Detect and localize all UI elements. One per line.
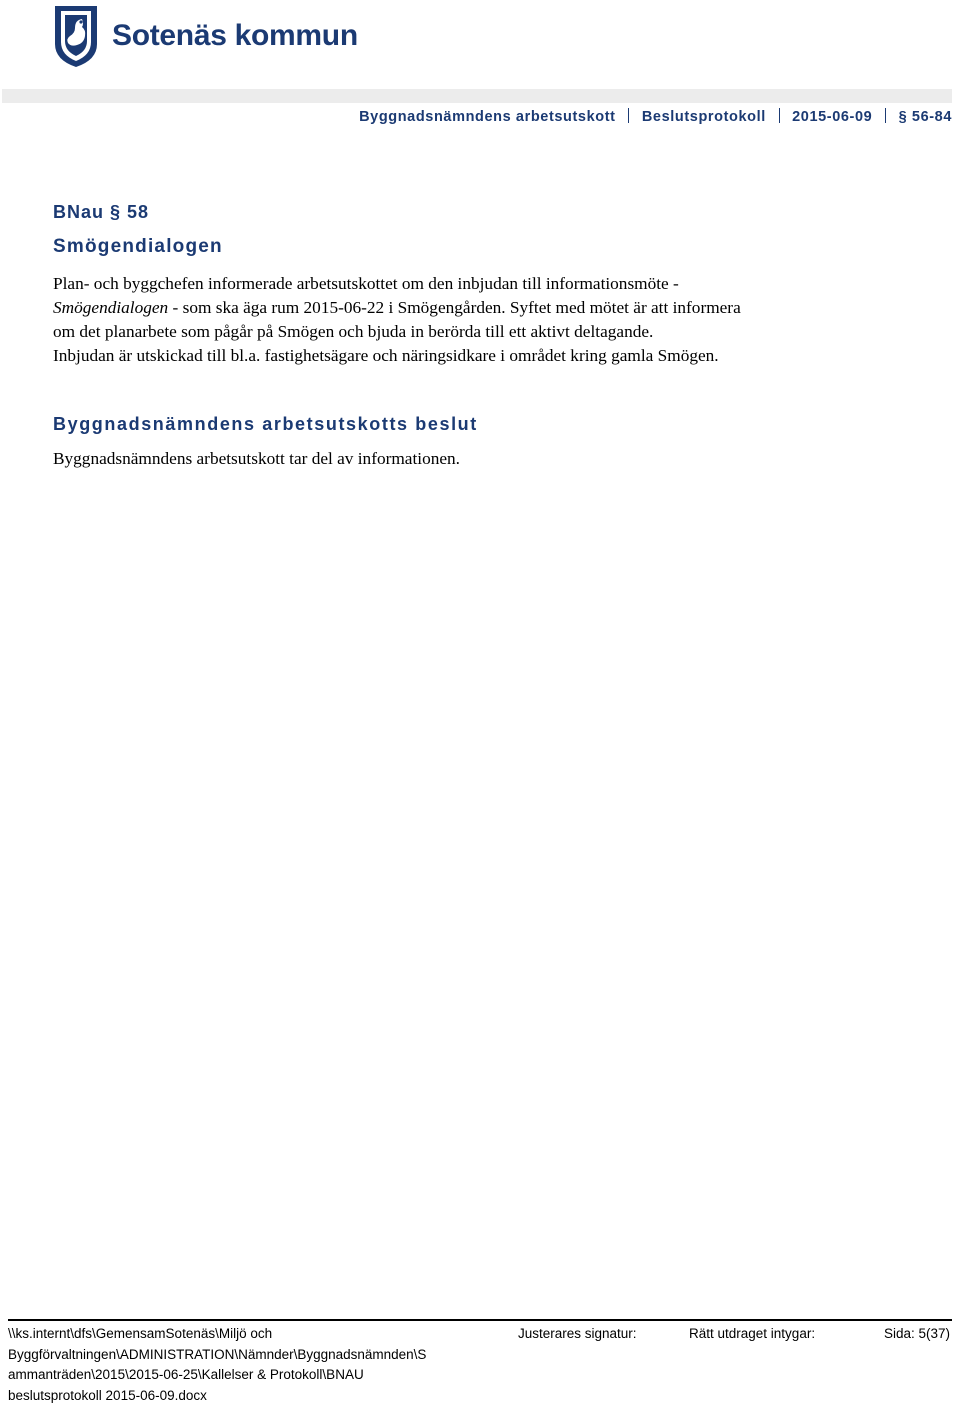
footer-file-path: \\ks.internt\dfs\GemensamSotenäs\Miljö och Byggförvaltningen\ADMINISTRATION\Nämnder\Byggnadsnämnden\S ammanträden\2015\2015-06-25\Kallelser & Protokoll\BNAU beslutsprotokoll 2015-06-09.docx (8, 1326, 427, 1403)
decision-heading: Byggnadsnämndens arbetsutskotts beslut (53, 414, 478, 434)
item-title: Smögendialogen (53, 236, 223, 257)
section-sign-icon: § (898, 109, 908, 125)
header-doc-type: Beslutsprotokoll (641, 109, 766, 125)
municipality-logo (52, 4, 358, 68)
header-divider (628, 108, 629, 123)
header-range: 56-84 (911, 109, 952, 125)
footer-divider (8, 1319, 952, 1321)
header-divider (779, 108, 780, 123)
document-header (359, 108, 952, 125)
attest-label: Rätt utdraget intygar: (689, 1326, 816, 1341)
signature-label: Justerares signatur: (518, 1326, 637, 1341)
item-body (53, 272, 933, 368)
header-divider (885, 108, 886, 123)
paragraph-number: BNau § 58 (53, 202, 150, 222)
body-italic-title: Smögendialogen (53, 298, 169, 317)
body-line: Plan- och byggchefen informerade arbetsutskottet om den inbjudan till informationsmöte - (53, 274, 679, 293)
body-line: Inbjudan är utskickad till bl.a. fastighetsägare och näringsidkare i området kring gamla Smögen. (53, 346, 719, 365)
header-date: 2015-06-09 (792, 109, 873, 125)
header-band (2, 89, 952, 103)
logo-wordmark: Sotenäs kommun (112, 19, 358, 52)
swan-emblem-icon (52, 4, 100, 68)
body-line: om det planarbete som pågår på Smögen och bjuda in berörda till ett aktivt deltagande. (53, 322, 654, 341)
header-committee: Byggnadsnämndens arbetsutskott (359, 109, 616, 125)
page-number: Sida: 5(37) (883, 1326, 950, 1341)
decision-text: Byggnadsnämndens arbetsutskott tar del av informationen. (53, 449, 460, 468)
body-line: Smögendialogen - som ska äga rum 2015-06-22 i Smögengården. Syftet med mötet är att informera (53, 298, 741, 317)
